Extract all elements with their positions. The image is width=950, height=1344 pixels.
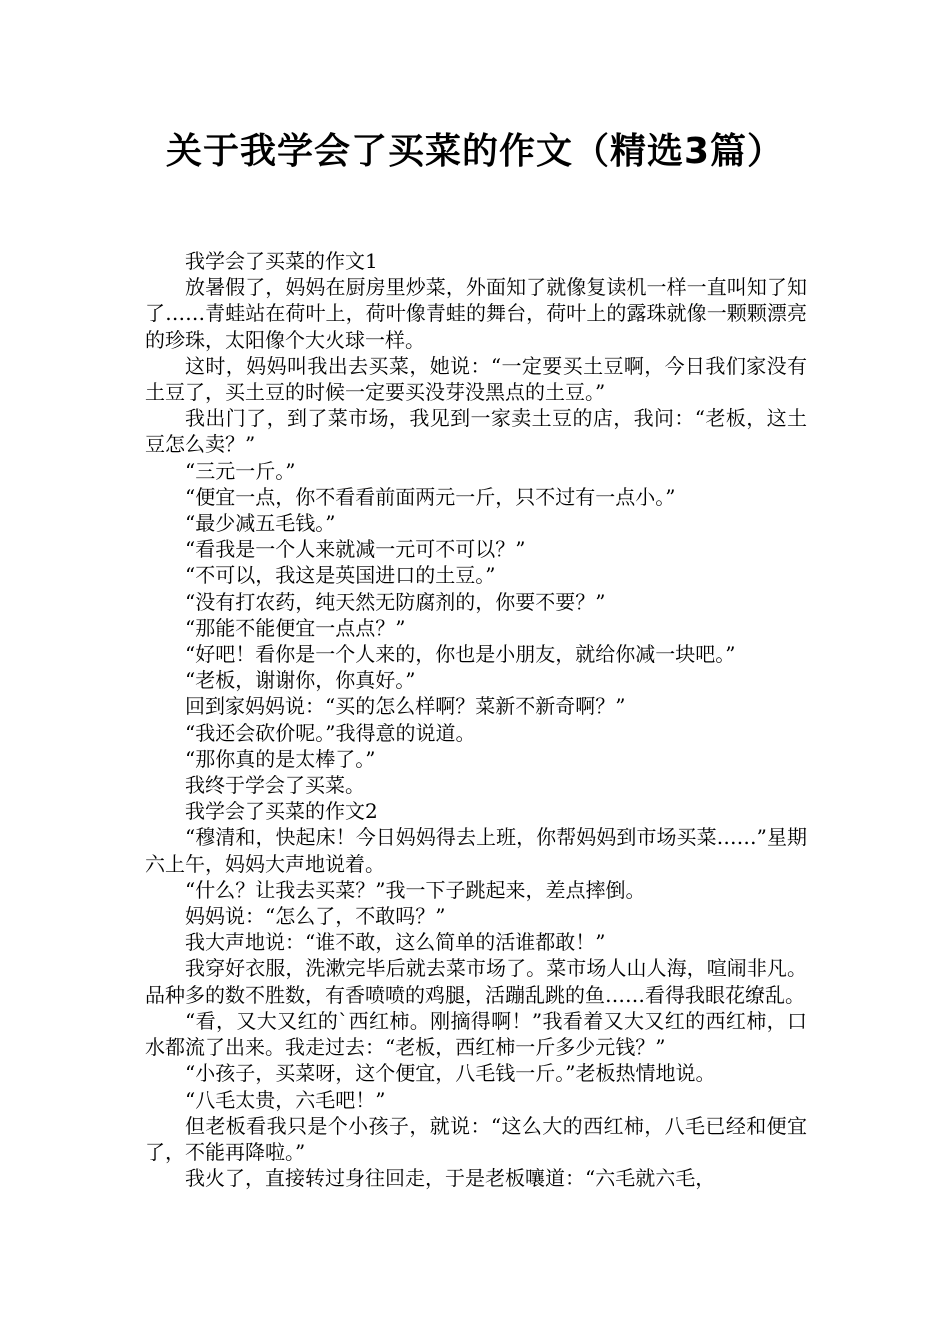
paragraph: “八毛太贵，六毛吧！” [185, 1087, 386, 1112]
paragraph: “便宜一点，你不看看前面两元一斤，只不过有一点小。” [185, 484, 676, 509]
paragraph: 我穿好衣服，洗漱完毕后就去菜市场了。菜市场人山人海，喧闹非凡。品种多的数不胜数，有香喷喷的鸡腿，活蹦乱跳的鱼……看得我眼花缭乱。 [145, 956, 807, 1007]
paragraph: 放暑假了，妈妈在厨房里炒菜，外面知了就像复读机一样一直叫知了知了……青蛙站在荷叶上，荷叶像青蛙的舞台，荷叶上的露珠就像一颗颗漂亮的珍珠，太阳像个大火球一样。 [145, 275, 807, 352]
document-title: 关于我学会了买菜的作文（精选3篇） [165, 131, 785, 172]
paragraph: “看，又大又红的`西红柿。刚摘得啊！”我看着又大又红的西红柿，口水都流了出来。我走过去：“老板，西红柿一斤多少元钱？” [145, 1008, 807, 1060]
paragraph: “最少减五毛钱。” [185, 511, 336, 536]
paragraph: 妈妈说：“怎么了，不敢吗？” [185, 904, 446, 929]
paragraph: “看我是一个人来就减一元可不可以？” [185, 537, 526, 562]
section-heading: 我学会了买菜的作文2 [185, 799, 378, 824]
paragraph: “那你真的是太棒了。” [185, 746, 376, 771]
section-heading: 我学会了买菜的作文1 [185, 249, 378, 273]
paragraph: 我终于学会了买菜。 [185, 773, 365, 798]
document-body [145, 248, 807, 1191]
paragraph: 这时，妈妈叫我出去买菜，她说：“一定要买土豆啊，今日我们家没有土豆了，买土豆的时候一定要买没芽没黑点的土豆。” [145, 353, 807, 405]
paragraph: 但老板看我只是个小孩子，就说：“这么大的西红柿，八毛已经和便宜了，不能再降啦。” [145, 1113, 807, 1164]
paragraph: “好吧！看你是一个人来的，你也是小朋友，就给你减一块吧。” [185, 642, 736, 667]
paragraph: “穆清和，快起床！今日妈妈得去上班，你帮妈妈到市场买菜……”星期六上午，妈妈大声地说着。 [145, 825, 807, 876]
paragraph: 我出门了，到了菜市场，我见到一家卖土豆的店，我问：“老板，这土豆怎么卖？” [145, 406, 807, 457]
paragraph: “什么？让我去买菜？”我一下子跳起来，差点摔倒。 [185, 877, 646, 902]
paragraph: “小孩子，买菜呀，这个便宜，八毛钱一斤。”老板热情地说。 [185, 1061, 716, 1086]
paragraph: 我火了，直接转过身往回走，于是老板嚷道：“六毛就六毛， [185, 1166, 716, 1191]
paragraph: “那能不能便宜一点点？” [185, 615, 406, 640]
paragraph: 回到家妈妈说：“买的怎么样啊？菜新不新奇啊？” [185, 694, 626, 719]
paragraph: “我还会砍价呢。”我得意的说道。 [185, 720, 476, 745]
paragraph: 我大声地说：“谁不敢，这么简单的活谁都敢！” [185, 930, 606, 955]
paragraph: “三元一斤。” [185, 458, 296, 483]
paragraph: “不可以，我这是英国进口的土豆。” [185, 563, 496, 588]
paragraph: “老板，谢谢你，你真好。” [185, 668, 416, 693]
paragraph: “没有打农药，纯天然无防腐剂的，你要不要？” [185, 589, 606, 614]
